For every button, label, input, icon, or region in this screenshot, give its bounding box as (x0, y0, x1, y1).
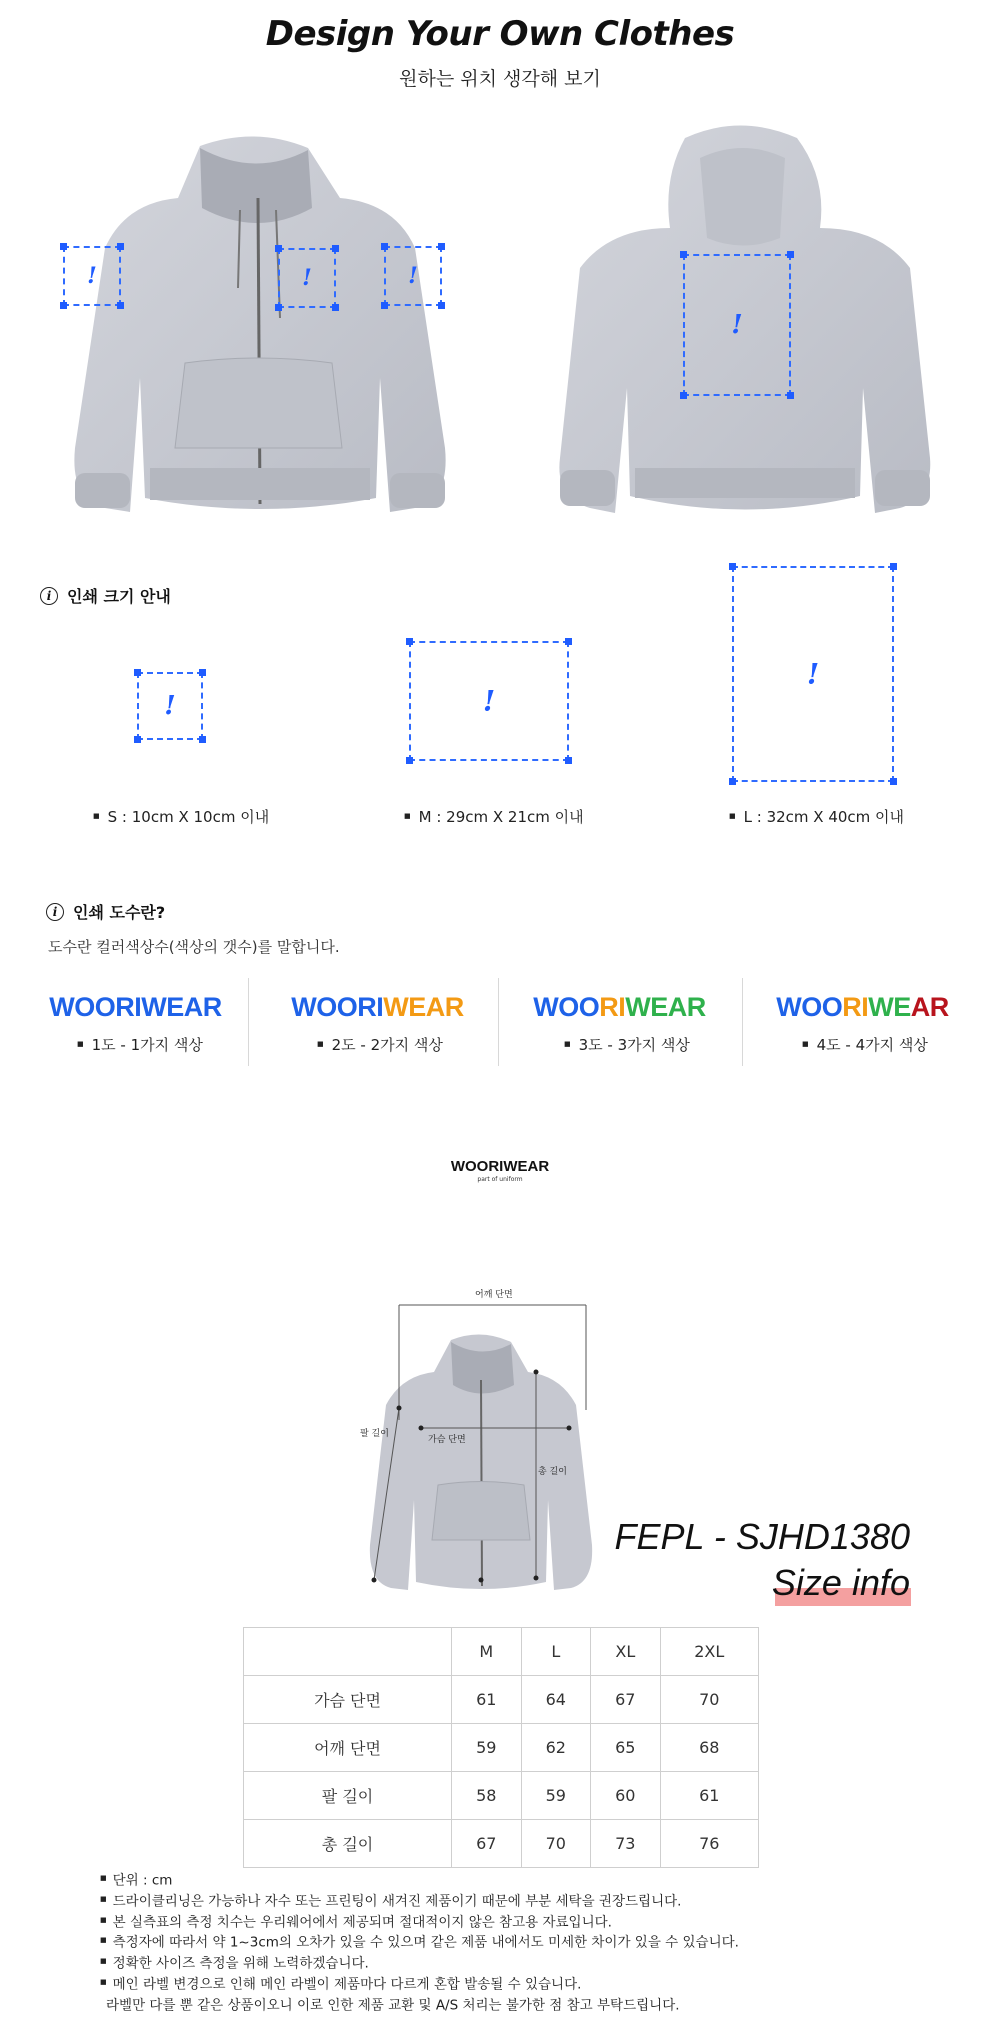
brand-logo: WOORIWEAR (450, 1158, 550, 1175)
print-color-3-label: ■ 3도 - 3가지 색상 (564, 1034, 690, 1055)
label-length: 총 길이 (538, 1467, 567, 1477)
brand-sample-1: WOORIWEAR (49, 992, 222, 1022)
table-cell: 65 (591, 1724, 661, 1772)
table-cell: 70 (660, 1676, 758, 1724)
note-item: ■ 측정자에 따라서 약 1~3cm의 오차가 있을 수 있으며 같은 제품 내에서도 미세한 차이가 있을 수 있습니다. (100, 1932, 739, 1953)
hoodie-front-illustration (50, 128, 470, 538)
print-mark: ! (164, 691, 176, 721)
brand-sample-4: WOORIWEAR (776, 992, 949, 1022)
table-header-cell: L (521, 1628, 591, 1676)
table-cell: 67 (452, 1820, 522, 1868)
size-table (243, 1627, 759, 1868)
table-row (244, 1772, 759, 1820)
table-cell: 64 (521, 1676, 591, 1724)
print-color-2-label: ■ 2도 - 2가지 색상 (317, 1034, 443, 1055)
page-subtitle: 원하는 위치 생각해 보기 (399, 68, 601, 90)
note-item: ■ 메인 라벨 변경으로 인해 메인 라벨이 제품마다 다르게 혼합 발송될 수 있습니다. (100, 1974, 739, 1995)
brand-sample-2: WOORIWEAR (291, 992, 464, 1022)
print-color-1-label: ■ 1도 - 1가지 색상 (77, 1034, 203, 1055)
print-mark: ! (302, 265, 312, 291)
table-row-label: 팔 길이 (244, 1772, 452, 1820)
print-size-heading: i 인쇄 크기 안내 (40, 584, 171, 607)
table-cell: 62 (521, 1724, 591, 1772)
table-cell: 67 (591, 1676, 661, 1724)
brand-sample-3: WOORIWEAR (533, 992, 706, 1022)
divider (742, 978, 743, 1066)
print-mark: ! (482, 684, 496, 718)
table-cell: 68 (660, 1724, 758, 1772)
print-size-m-box (409, 641, 569, 761)
table-row-label: 어깨 단면 (244, 1724, 452, 1772)
table-cell: 76 (660, 1820, 758, 1868)
table-header-cell: M (452, 1628, 522, 1676)
print-area-back (683, 254, 791, 396)
note-item: ■ 정확한 사이즈 측정을 위해 노력하겠습니다. (100, 1953, 739, 1974)
table-row-label: 가슴 단면 (244, 1676, 452, 1724)
info-icon: i (46, 903, 64, 921)
table-header-row (244, 1628, 759, 1676)
care-notes (100, 1870, 739, 2015)
print-size-l-label: ■ L : 32cm X 40cm 이내 (729, 806, 904, 827)
print-area-right-chest (278, 248, 336, 308)
print-area-left-chest (63, 246, 121, 306)
table-row (244, 1724, 759, 1772)
print-size-l-box (732, 566, 894, 782)
note-item: ■ 드라이클리닝은 가능하나 자수 또는 프린팅이 새겨진 제품이기 때문에 부분 세탁을 권장드립니다. (100, 1891, 739, 1912)
brand-logo-tagline: part of uniform (477, 1176, 523, 1183)
print-color-description: 도수란 컬러색상수(색상의 갯수)를 말합니다. (48, 938, 340, 956)
print-color-4-label: ■ 4도 - 4가지 색상 (802, 1034, 928, 1055)
print-size-s-box (137, 672, 203, 740)
table-cell: 61 (452, 1676, 522, 1724)
note-item: ■ 단위 : cm (100, 1870, 739, 1891)
table-cell: 58 (452, 1772, 522, 1820)
print-size-s-label: ■ S : 10cm X 10cm 이내 (93, 806, 269, 827)
table-header-cell: 2XL (660, 1628, 758, 1676)
label-sleeve: 팔 길이 (360, 1429, 389, 1439)
print-color-heading: i 인쇄 도수란? (46, 900, 165, 923)
product-model: FEPL - SJHD1380 (614, 1516, 910, 1557)
table-row-label: 총 길이 (244, 1820, 452, 1868)
hoodie-measurement-illustration (356, 1300, 606, 1600)
table-cell: 59 (521, 1772, 591, 1820)
print-mark: ! (87, 263, 97, 289)
print-area-sleeve (384, 246, 442, 306)
table-cell: 60 (591, 1772, 661, 1820)
print-size-m-label: ■ M : 29cm X 21cm 이내 (404, 806, 584, 827)
size-info-title: Size info (771, 1562, 910, 1603)
label-shoulder: 어깨 단면 (475, 1290, 513, 1300)
divider (248, 978, 249, 1066)
table-cell: 73 (591, 1820, 661, 1868)
page-title: Design Your Own Clothes (265, 14, 735, 54)
divider (498, 978, 499, 1066)
info-icon: i (40, 587, 58, 605)
table-cell (244, 1628, 452, 1676)
table-cell: 61 (660, 1772, 758, 1820)
print-mark: ! (731, 310, 743, 340)
print-mark: ! (806, 657, 820, 691)
table-cell: 59 (452, 1724, 522, 1772)
print-mark: ! (408, 263, 418, 289)
label-chest: 가슴 단면 (428, 1435, 466, 1445)
table-cell: 70 (521, 1820, 591, 1868)
note-item-continuation: 라벨만 다를 뿐 같은 상품이오니 이로 인한 제품 교환 및 A/S 처리는 불가한 점 참고 부탁드립니다. (106, 1996, 680, 2013)
table-header-cell: XL (591, 1628, 661, 1676)
note-item: ■ 본 실측표의 측정 치수는 우리웨어에서 제공되며 절대적이지 않은 참고용 자료입니다. (100, 1912, 739, 1933)
table-row (244, 1820, 759, 1868)
table-row (244, 1676, 759, 1724)
